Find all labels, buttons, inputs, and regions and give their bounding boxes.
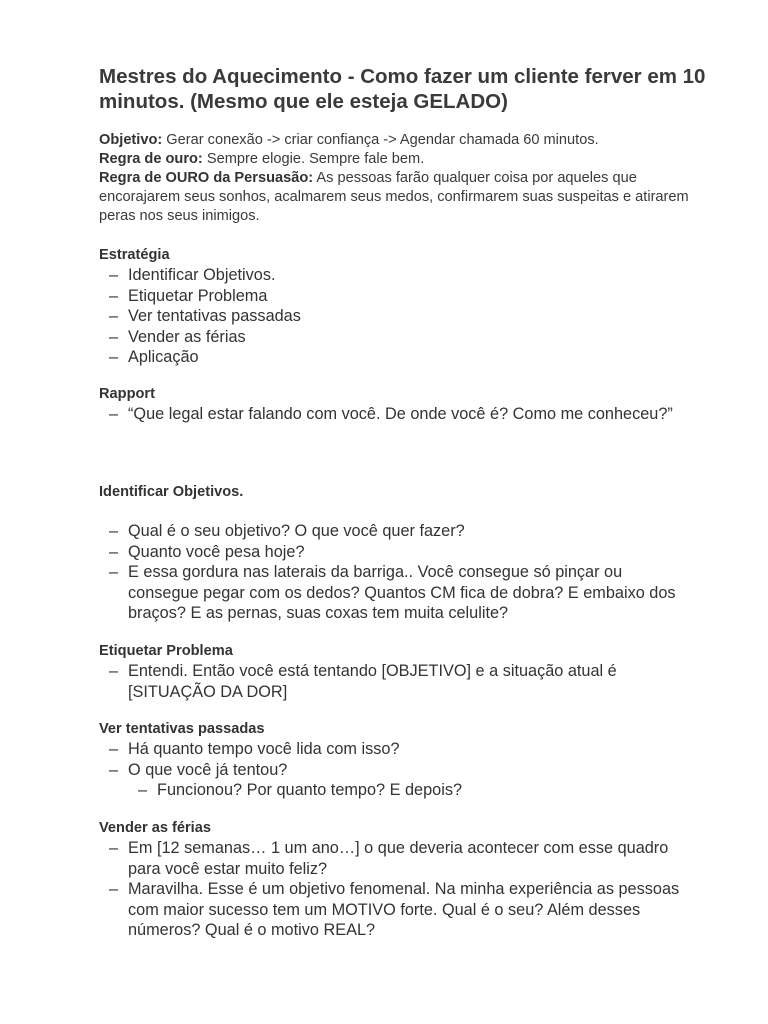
section-vender-ferias (99, 819, 689, 941)
list-item (99, 347, 689, 368)
list-item (99, 661, 689, 702)
dash-marker: – (109, 522, 119, 540)
dash-marker: – (109, 740, 119, 758)
dash-marker: – (109, 405, 119, 423)
list-item-text: Vender as férias (128, 327, 246, 346)
regra-text: Sempre elogie. Sempre fale bem. (202, 151, 425, 167)
dash-marker: – (109, 880, 119, 898)
dash-marker: – (109, 348, 119, 366)
list-item-text: Ver tentativas passadas (128, 307, 301, 325)
section-etiquetar-problema (99, 642, 689, 702)
dash-marker: – (109, 327, 119, 346)
list-item (99, 562, 689, 624)
regra-label: Regra de ouro: (99, 151, 203, 167)
list-item (99, 739, 689, 760)
list-item-text: Entendi. Então você está tentando [OBJETIVO] e a situação atual é [SITUAÇÃO DA DOR] (128, 662, 617, 701)
section-heading: Vender as férias (99, 820, 211, 836)
section-heading: Etiquetar Problema (99, 643, 233, 659)
persuasao-line (99, 169, 699, 226)
section-heading: Estratégia (99, 247, 170, 263)
list-item (99, 265, 689, 286)
list-item-text: Em [12 semanas… 1 um ano…] o que deveria acontecer com esse quadro para você estar muito feliz? (128, 839, 669, 878)
section-tentativas-passadas (99, 720, 689, 801)
list-item (99, 760, 689, 781)
list-item-text: “Que legal estar falando com você. De onde você é? Como me conheceu?” (128, 405, 673, 423)
list-item (99, 286, 689, 307)
etiquetar-list (99, 661, 689, 702)
dash-marker: – (109, 662, 119, 680)
list-item-text: E essa gordura nas laterais da barriga.. Você consegue só pinçar ou consegue pegar com os dedos? Quantos CM fica de dobra? E embaixo dos braços? E as pernas, suas coxas tem muita celulite? (128, 563, 676, 622)
section-estrategia (99, 246, 689, 368)
objetivo-text: Gerar conexão -> criar confiança -> Agendar chamada 60 minutos. (162, 132, 599, 148)
sub-list-item (99, 780, 689, 801)
ferias-list (99, 838, 689, 941)
list-item-text: Etiquetar Problema (128, 286, 268, 305)
identificar-list (99, 521, 689, 624)
list-item (99, 404, 689, 425)
section-heading: Ver tentativas passadas (99, 721, 265, 737)
list-item-text: Identificar Objetivos. (128, 266, 276, 284)
list-item (99, 838, 689, 879)
section-identificar-objetivos (99, 483, 689, 624)
list-item (99, 879, 689, 941)
list-item (99, 306, 689, 327)
spacer (99, 502, 689, 521)
list-item (99, 327, 689, 348)
dash-marker: – (109, 286, 119, 305)
list-item-text: Qual é o seu objetivo? O que você quer fazer? (128, 522, 465, 540)
dash-marker: – (109, 839, 119, 857)
dash-marker: – (109, 307, 119, 325)
intro-block (99, 131, 699, 226)
dash-marker: – (109, 266, 119, 284)
rapport-list (99, 404, 689, 425)
section-heading: Identificar Objetivos. (99, 484, 244, 500)
persuasao-label: Regra de OURO da Persuasão: (99, 170, 314, 186)
objetivo-line (99, 131, 699, 150)
dash-marker: – (109, 760, 119, 779)
list-item-text: Há quanto tempo você lida com isso? (128, 740, 400, 758)
section-rapport (99, 385, 689, 425)
objetivo-label: Objetivo: (99, 132, 163, 148)
list-item-text: Funcionou? Por quanto tempo? E depois? (157, 781, 463, 799)
list-item-text: O que você já tentou? (128, 760, 288, 779)
estrategia-list (99, 265, 689, 368)
list-item-text: Maravilha. Esse é um objetivo fenomenal. Na minha experiência as pessoas com maior sucesso tem um MOTIVO forte. Qual é o seu? Além desses números? Qual é o motivo REAL? (128, 880, 680, 939)
section-heading: Rapport (99, 386, 155, 402)
list-item-text: Quanto você pesa hoje? (128, 542, 305, 561)
list-item (99, 521, 689, 542)
dash-marker: – (109, 542, 119, 561)
tentativas-list (99, 739, 689, 801)
document-title: Mestres do Aquecimento - Como fazer um cliente ferver em 10 minutos. (Mesmo que ele esteja GELADO) (99, 65, 706, 113)
regra-line (99, 150, 699, 169)
dash-marker: – (138, 781, 148, 799)
dash-marker: – (109, 563, 119, 581)
persuasao-text: As pessoas farão qualquer coisa por aqueles que encorajarem seus sonhos, acalmarem seus medos, confirmarem suas suspeitas e atirarem peras nos seus inimigos. (99, 170, 689, 224)
list-item-text: Aplicação (128, 348, 199, 366)
list-item (99, 542, 689, 563)
